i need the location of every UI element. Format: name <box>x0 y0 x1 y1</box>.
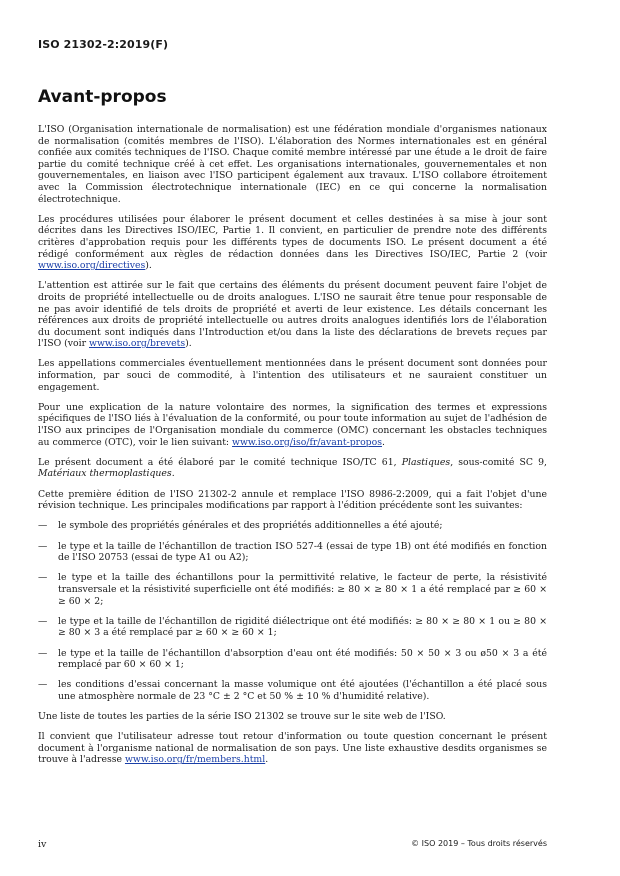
paragraph-iso-intro: L'ISO (Organisation internationale de normalisation) est une fédération mondiale d'organismes nationaux de normalisation (comités membres de l'ISO). L'élaboration des Normes internationales est en général confiée aux comités techniques de l'ISO. Chaque comité membre intéressé par une étude a le droit de faire partie du comité technique créé à cet effet. Les organisations internationales, gouvernementales et non gouvernementales, en liaison avec l'ISO participent également aux travaux. L'ISO collabore étroitement avec la Commission électrotechnique internationale (IEC) en ce qui concerne la normalisation électrotechnique. <box>38 124 547 205</box>
changes-list <box>38 520 547 702</box>
list-item: — le symbole des propriétés générales et des propriétés additionnelles a été ajouté; <box>38 520 443 532</box>
body-text <box>38 124 547 775</box>
patents-link[interactable]: www.iso.org/brevets <box>89 338 186 350</box>
paragraph-voluntary-nature: Pour une explication de la nature volontaire des normes, la signification des termes et expressions spécifiques de l'ISO liés à l'évaluation de la conformité, ou pour toute information au sujet de l'adhésion de l'ISO aux principes de l'Organisation mondiale du commerce (OMC) concernant les obstacles techniques au commerce (OTC), voir le lien suivant: www.iso.org/iso/fr/avant-propos. <box>38 401 547 448</box>
copyright-notice: © ISO 2019 – Tous droits réservés <box>411 839 547 848</box>
page-number: iv <box>38 839 47 850</box>
paragraph-edition: Cette première édition de l'ISO 21302-2 annule et remplace l'ISO 8986-2:2009, qui a fait l'objet d'une révision technique. Les principales modifications par rapport à l'édition précédente sont les suivantes: <box>38 488 547 512</box>
directives-link[interactable]: www.iso.org/directives <box>38 260 146 272</box>
page-title: Avant-propos <box>38 87 167 107</box>
paragraph-series: Une liste de toutes les parties de la série ISO 21302 se trouve sur le site web de l'ISO. <box>38 711 446 723</box>
list-item: — le type et la taille de l'échantillon de traction ISO 527-4 (essai de type 1B) ont été modifiés en fonction de l'ISO 20753 (essai de type A1 ou A2); <box>38 540 547 564</box>
paragraph-procedures: Les procédures utilisées pour élaborer le présent document et celles destinées à sa mise à jour sont décrites dans les Directives ISO/IEC, Partie 1. Il convient, en particulier de prendre note des différents critères d'approbation requis pour les différents types de documents ISO. Le présent document a été rédigé conformément aux règles de rédaction données dans les Directives ISO/IEC, Partie 2 (voir www.iso.org/directives). <box>38 213 547 272</box>
list-item: — le type et la taille de l'échantillon de rigidité diélectrique ont été modifiés: ≥ 80 × ≥ 80 × 1 ou ≥ 80 × ≥ 80 × 3 a été remplacé par ≥ 60 × ≥ 60 × 1; <box>38 615 547 639</box>
members-link[interactable]: www.iso.org/fr/members.html <box>124 754 266 766</box>
document-reference: ISO 21302-2:2019(F) <box>38 38 169 51</box>
list-item: — le type et la taille de l'échantillon d'absorption d'eau ont été modifiés: 50 × 50 × 3 ou ø50 × 3 a été remplacé par 60 × 60 × 1; <box>38 647 547 671</box>
paragraph-committee: Le présent document a été élaboré par le comité technique ISO/TC 61, Plastiques, sous-comité SC 9, Matériaux thermoplastiques. <box>38 456 547 480</box>
paragraph-trade-names: Les appellations commerciales éventuellement mentionnées dans le présent document sont données pour information, par souci de commodité, à l'intention des utilisateurs et ne sauraient constituer un engagement. <box>38 358 547 393</box>
list-item: — le type et la taille des échantillons pour la permittivité relative, le facteur de perte, la résistivité transversale et la résistivité superficielle ont été modifiés: ≥ 80 × ≥ 80 × 1 a été remplacé par ≥ 60 × ≥ 60 × 2; <box>38 572 547 607</box>
paragraph-feedback: Il convient que l'utilisateur adresse tout retour d'information ou toute question concernant le présent document à l'organisme national de normalisation de son pays. Une liste exhaustive desdits organismes se trouve à l'adresse www.iso.org/fr/members.html. <box>38 731 547 766</box>
foreword-link[interactable]: www.iso.org/iso/fr/avant-propos <box>232 436 383 448</box>
paragraph-patents: L'attention est attirée sur le fait que certains des éléments du présent document peuvent faire l'objet de droits de propriété intellectuelle ou de droits analogues. L'ISO ne saurait être tenue pour responsable de ne pas avoir identifié de tels droits de propriété et averti de leur existence. Les détails concernant les références aux droits de propriété intellectuelle ou autres droits analogues identifiés lors de l'élaboration du document sont indiqués dans l'Introduction et/ou dans la liste des déclarations de brevets reçues par l'ISO (voir www.iso.org/brevets). <box>38 280 547 350</box>
list-item: — les conditions d'essai concernant la masse volumique ont été ajoutées (l'échantillon a été placé sous une atmosphère normale de 23 °C ± 2 °C et 50 % ± 10 % d'humidité relative). <box>38 679 547 702</box>
